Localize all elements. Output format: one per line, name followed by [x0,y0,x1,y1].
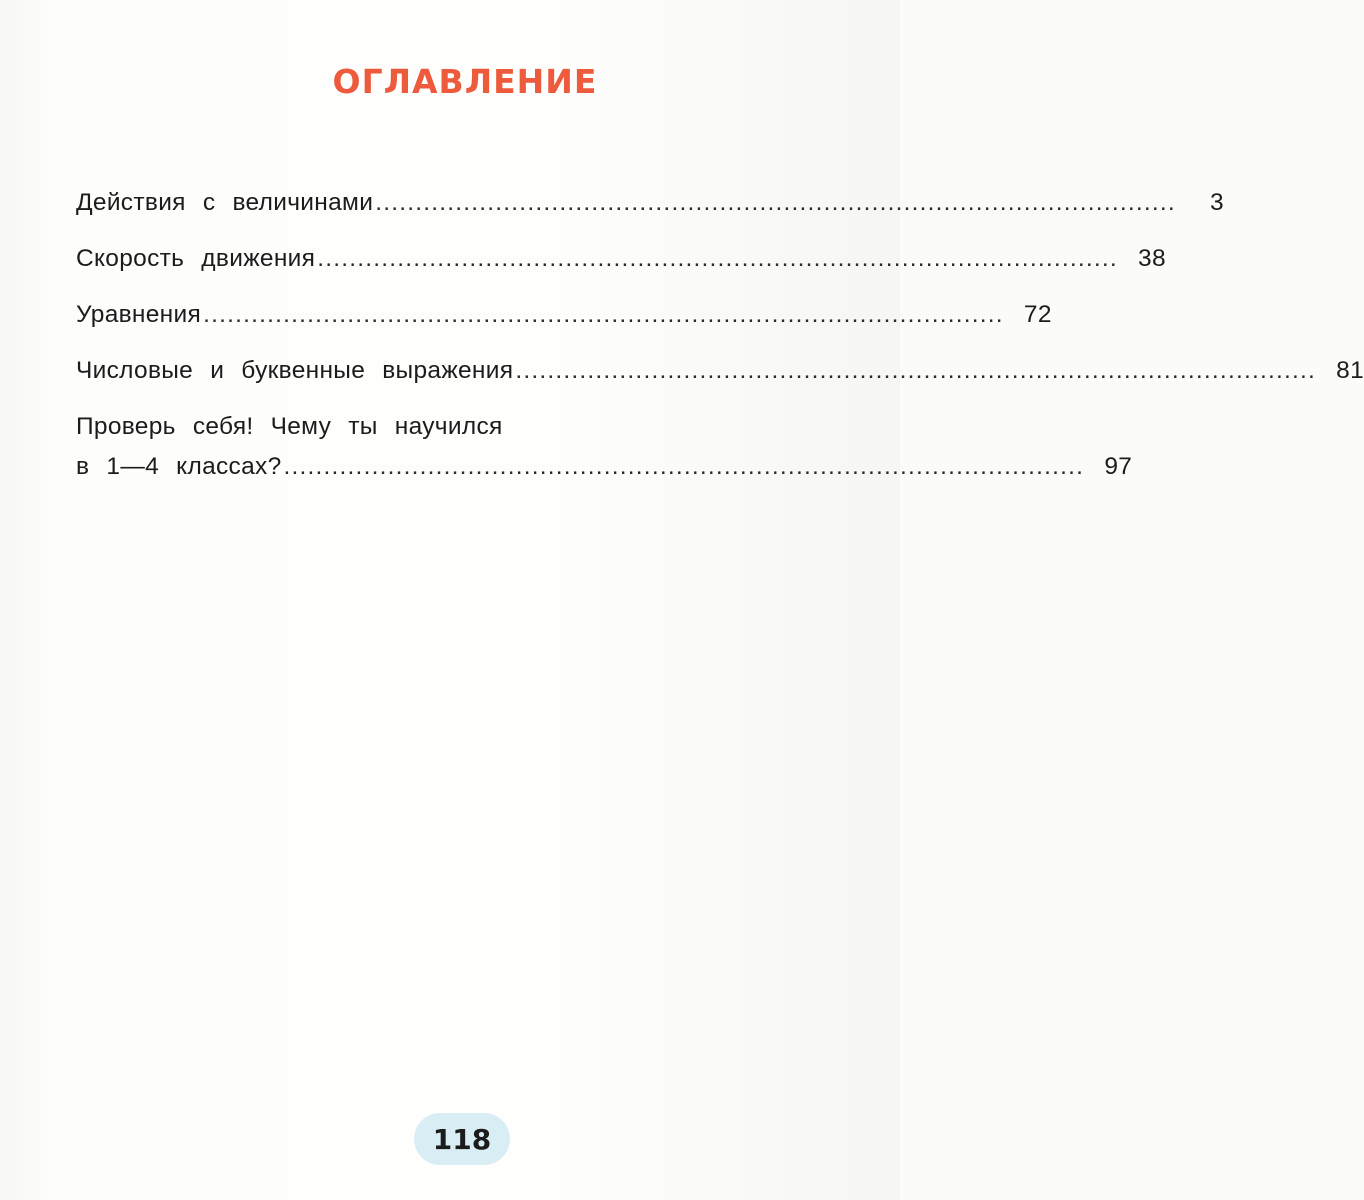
toc-entry [76,239,1166,295]
toc-entry-title: Числовые и буквенные выражения [76,357,514,384]
toc-entry [76,407,1133,503]
toc-entry-title-line2: в 1—4 классах? [76,453,282,480]
toc-entry-title-line1: Проверь себя! Чему ты научился [76,413,503,440]
toc-entry-title: Скорость движения [76,245,316,272]
toc-entry-title: Уравнения [76,301,202,328]
toc-entry [76,295,1052,351]
toc-entry [76,351,1364,407]
toc-dot-leader: .................................................................................................... [375,189,1176,216]
toc-dot-leader: .................................................................................................... [283,453,1085,480]
page-number: 118 [432,1122,492,1156]
toc-dot-leader: .................................................................................................... [515,357,1317,384]
toc-entry [76,183,1224,239]
toc-entry-title: Действия с величинами [76,189,374,216]
page-title: ОГЛАВЛЕНИЕ [332,62,598,101]
toc-dot-leader: .................................................................................................... [317,245,1118,272]
toc-entry-page: 81 [1336,357,1364,384]
toc-entry-page: 3 [1209,189,1224,216]
toc-dot-leader: .................................................................................................... [203,301,1004,328]
table-of-contents [76,183,1364,503]
toc-entry-page: 97 [1104,453,1133,480]
toc-entry-page: 38 [1138,245,1166,272]
page-number-badge [414,1113,510,1165]
toc-entry-page: 72 [1023,301,1052,328]
